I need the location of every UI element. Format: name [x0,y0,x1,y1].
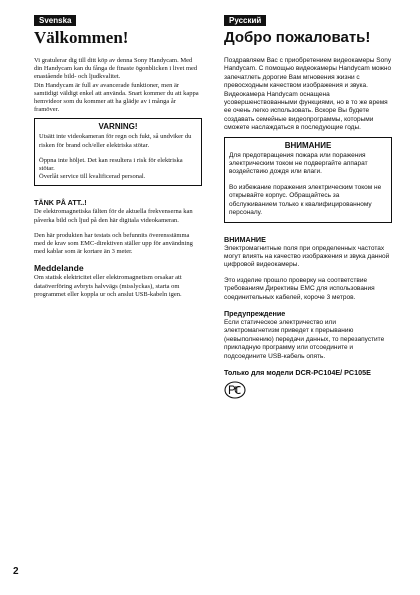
notice-heading: Предупреждение [224,308,286,318]
warning-text-2: Во избежание поражения электрическим током не открывайте корпус. Обращайтесь за обслуживанием только к квалифицированному персоналу. [229,183,382,217]
notice-text: Если статическое электричество или электромагнетизм приведет к прерыванию (невыполнению) передачи данных, то перезапустите прикладную программу или отсоедините и подсоедините USB-кабель опять. [224,318,385,360]
warning-text-1: Для предотвращения пожара или поражения электрическим током не подвергайте аппарат воздействию дождя или влаги. [229,151,368,176]
model-note: Только для модели DCR-PC104E/ PC105E [224,367,371,377]
attention-text-1: De elektromagnetiska fälten för de aktuella frekvenserna kan påverka bild och ljud på den här digitala videokameran. [34,208,193,224]
warning-title: ВНИМАНИЕ [284,140,332,150]
intro-paragraph: Поздравляем Вас с приобретением видеокамеры Sony Handycam. С помощью видеокамеры Handycam можно запечатлеть дорогие Вам мгновения жизни с превосходным качеством изображения и звука. [224,57,392,90]
warning-text-2: Öppna inte höljet. Det kan resultera i risk för elektriska stötar. [39,156,183,173]
attention-heading: TÄNK PÅ ATT..! [34,198,87,208]
warning-text-3: Överlåt service till kvalificerad personal. [39,173,146,181]
intro-paragraph: Vi gratulerar dig till ditt köp av denna Sony Handycam. Med din Handycam kan du fånga de finaste ögonblicken i livet med enastående bild- och ljudkvalitet. [34,57,198,81]
intro-paragraph-2: Видеокамера Handycam оснащена усовершенствованными функциями, но в то же время ее очень легко использовать. Вскоре Вы будете создавать семейные видеопрограммы, которыми сможете наслаждаться в последующие годы. [224,90,388,132]
page-number: 2 [13,566,19,577]
page-title-swedish: Välkommen! [34,28,129,47]
attention-heading: ВНИМАНИЕ [224,234,266,244]
intro-paragraph-2: Din Handycam är full av avancerade funktioner, men är samtidigt väldigt enkel att använda. Snart kommer du att kappa hemvideor som du kommer att ha glädje av i många år framöver. [34,81,199,114]
attention-text-2: Den här produkten har testats och befunnits överensstämma med de krav som EMC-direktiven ställer upp för användning med kablar som är kortare än 3 meter. [34,231,193,256]
notice-text: Om statisk elektricitet eller elektromagnetism orsakar att dataöverföring avbryts halvvägs (misslyckas), starta om programmet eller koppla ur och anslut USB-kabeln igen. [34,274,182,298]
attention-text-1: Электромагнитные поля при определенных частотах могут влиять на качество изображения и звука данной цифровой видеокамеры. [224,244,390,269]
notice-heading: Meddelande [34,263,84,274]
attention-text-2: Это изделие прошло проверку на соответствие требованиям Директивы ЕМС для использования соединительных кабелей, короче 3 метров. [224,276,375,301]
language-tag-swedish: Svenska [34,15,76,26]
russian-column [224,10,392,399]
page-title-russian: Добро пожаловать! [224,29,371,46]
language-tag-russian: Русский [224,15,266,26]
warning-box [34,118,202,186]
certification-mark-icon [224,381,246,399]
warning-title: VARNING! [98,122,138,132]
warning-text-1: Utsätt inte videokameran för regn och fukt, så undviker du risken för brand och/eller elektriska stötar. [39,133,192,149]
warning-box [224,137,392,223]
swedish-column [34,10,202,299]
